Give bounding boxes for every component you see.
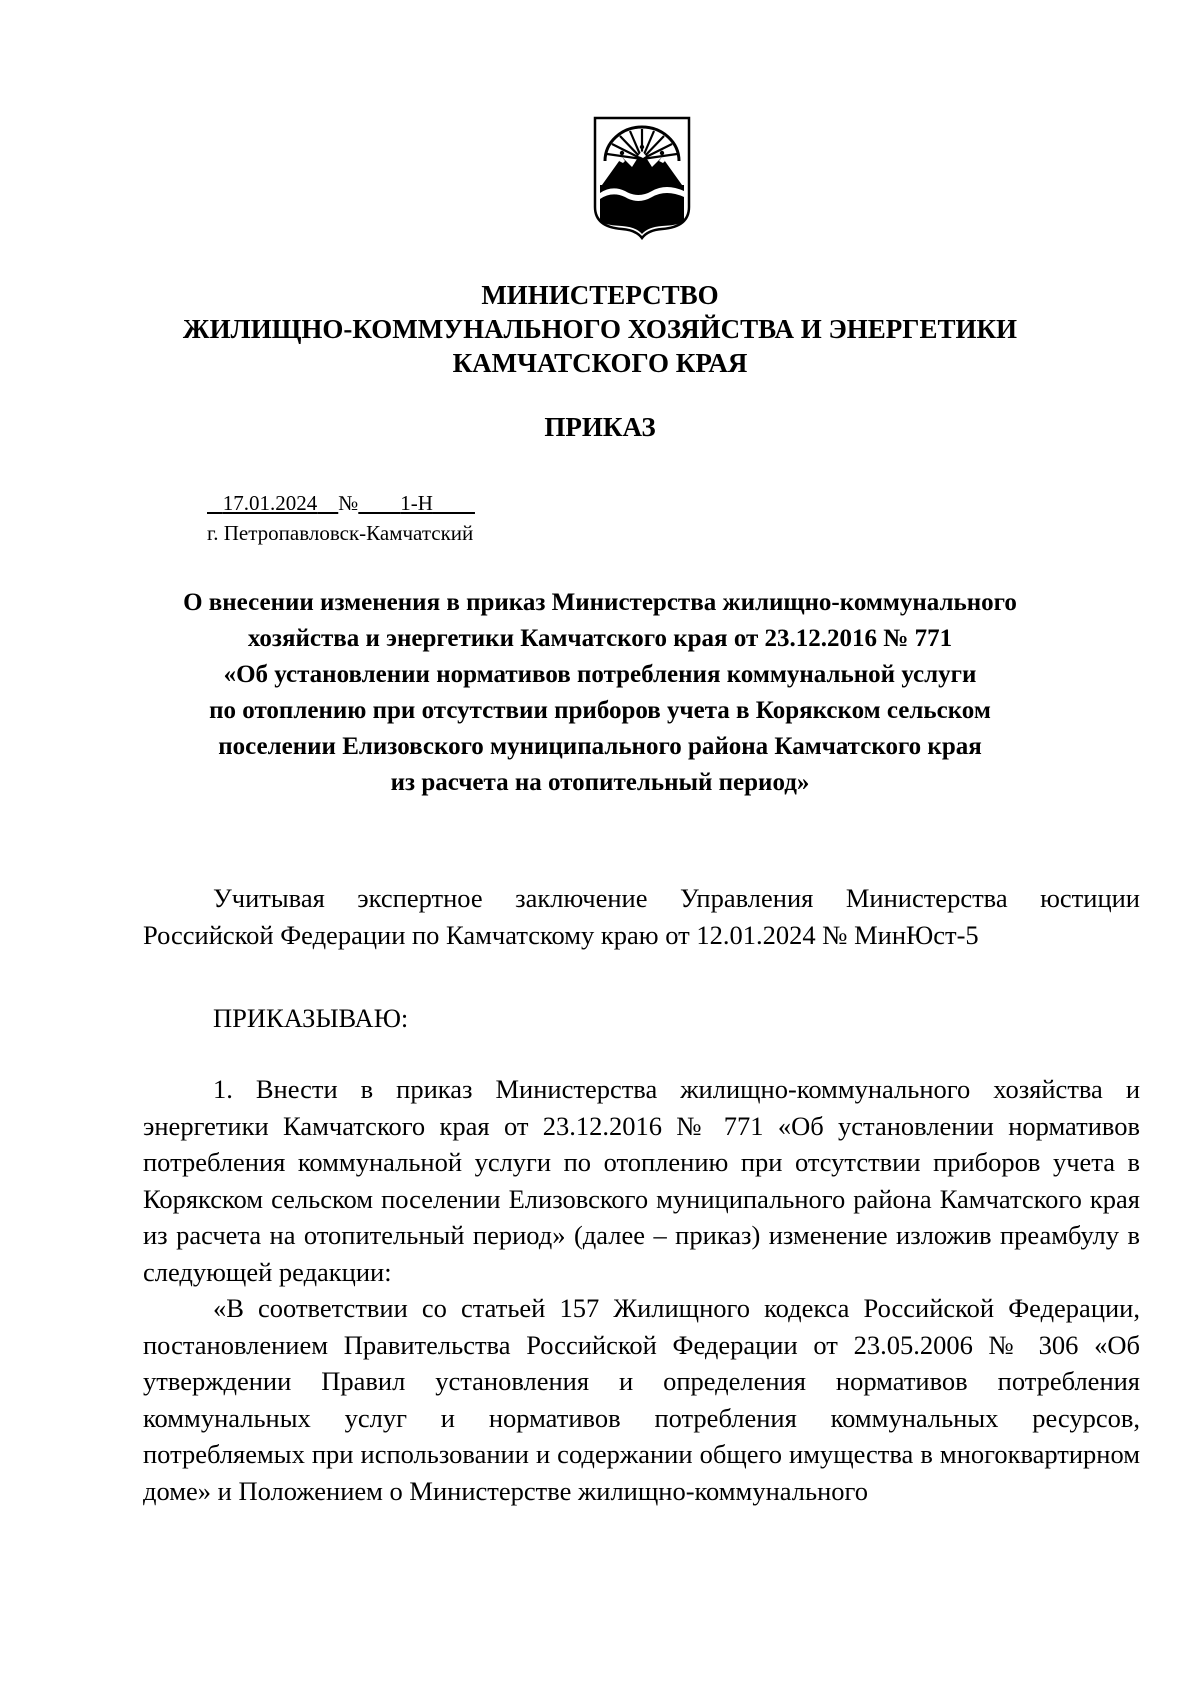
title-line-4: по отоплению при отсутствии приборов учета в Корякском сельском: [209, 697, 991, 724]
ministry-line-1: МИНИСТЕРСТВО: [481, 280, 719, 310]
document-city: г. Петропавловск-Камчатский: [207, 521, 474, 545]
ministry-line-2: ЖИЛИЩНО-КОММУНАЛЬНОГО ХОЗЯЙСТВА И ЭНЕРГЕТИКИ: [182, 314, 1018, 344]
date-blank-lead: [207, 491, 223, 515]
title-line-2: хозяйства и энергетики Камчатского края от 23.12.2016 № 771: [247, 625, 953, 652]
title-line-5: поселении Елизовского муниципального района Камчатского края: [218, 733, 982, 760]
document-type: ПРИКАЗ: [544, 412, 656, 442]
order-paragraph: [143, 1000, 1140, 1037]
number-sign: №: [338, 491, 359, 515]
title-line-6: из расчета на отопительный период»: [390, 769, 810, 796]
kamchatka-coat-of-arms-icon: [592, 115, 692, 240]
item-1-quote: «В соответствии со статьей 157 Жилищного кодекса Российской Федерации, постановлением Правительства Российской Федерации от 23.05.2006 № 306 «Об утверждении Правил установления и определения нормативов потребления коммунальных услуг и нормативов потребления коммунальных ресурсов, потребляемых при использовании и содержании общего имущества в многоквартирном доме» и Положением о Министерстве жилищно-коммунального: [143, 1293, 1140, 1506]
ministry-line-3: КАМЧАТСКОГО КРАЯ: [452, 348, 748, 378]
document-date: 17.01.2024: [222, 491, 318, 515]
item-1-text: 1. Внести в приказ Министерства жилищно-коммунального хозяйства и энергетики Камчатского края от 23.12.2016 № 771 «Об установлении нормативов потребления коммунальной услуги по отоплению при отсутствии приборов учета в Корякском сельском поселении Елизовского муниципального района Камчатского края из расчета на отопительный период» (далее – приказ) изменение изложив преамбулу в следующей редакции:: [143, 1074, 1140, 1287]
title-line-3: «Об установлении нормативов потребления коммунальной услуги: [223, 661, 977, 688]
preamble-paragraph: [143, 880, 1140, 953]
ministry-header: [100, 278, 1100, 380]
date-blank-tail: [317, 491, 338, 515]
date-number-line: [207, 490, 475, 516]
document-title: [120, 585, 1080, 801]
number-blank-lead: [358, 491, 400, 515]
number-blank-tail: [433, 491, 475, 515]
order-word: ПРИКАЗЫВАЮ:: [213, 1003, 409, 1033]
preamble-text: Учитывая экспертное заключение Управления Министерства юстиции Российской Федерации по Камчатскому краю от 12.01.2024 № МинЮст-5: [143, 883, 1140, 950]
order-items: [143, 1071, 1140, 1509]
document-number: 1-Н: [400, 491, 433, 515]
title-line-1: О внесении изменения в приказ Министерства жилищно-коммунального: [183, 589, 1017, 616]
